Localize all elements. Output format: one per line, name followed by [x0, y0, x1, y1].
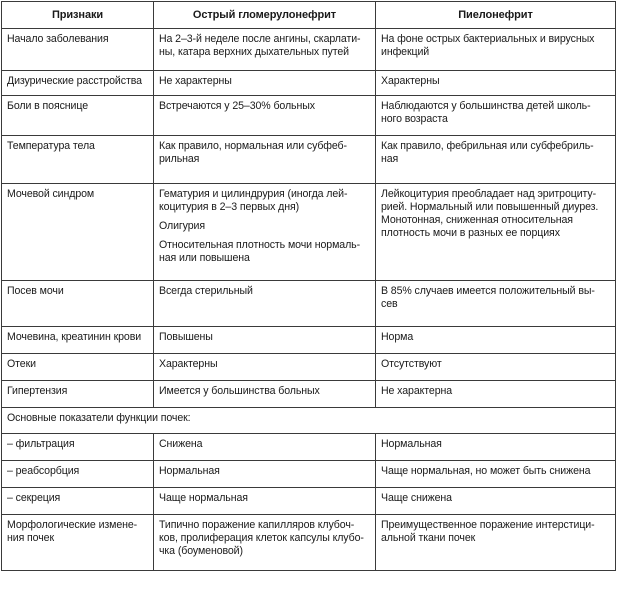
table-row: [2, 381, 616, 408]
row-label: Начало заболевания: [2, 29, 154, 71]
cell-line: Наблюдаются у большинства детей школь-: [381, 100, 591, 112]
row-label: Температура тела: [2, 136, 154, 184]
pyelonephritis-cell: [376, 29, 616, 71]
row-label: Мочевина, креатинин крови: [2, 327, 154, 354]
pyelonephritis-cell: Отсутствуют: [376, 354, 616, 381]
pyelonephritis-cell: Чаще снижена: [376, 488, 616, 515]
table-row: [2, 488, 616, 515]
pyelonephritis-cell: [376, 136, 616, 184]
section-row: [2, 408, 616, 434]
cell-line: Преимущественное поражение интерстици-: [381, 519, 595, 531]
pyelonephritis-cell: Чаще нормальная, но может быть снижена: [376, 461, 616, 488]
section-title: Основные показатели функции почек:: [2, 408, 616, 434]
table-row: [2, 515, 616, 571]
cell-line: сев: [381, 298, 398, 310]
cell-line: рией. Нормальный или повышенный диурез.: [381, 201, 599, 213]
cell-line: Как правило, нормальная или субфеб-: [159, 140, 347, 152]
cell-line: Монотонная, сниженная относительная: [381, 214, 573, 226]
cell-line: плотность мочи в разных ее порциях: [381, 227, 560, 239]
row-label: – реабсорбция: [2, 461, 154, 488]
table-row: [2, 136, 616, 184]
row-label: – фильтрация: [2, 434, 154, 461]
table-row: [2, 29, 616, 71]
glomerulonephritis-cell: Повышены: [154, 327, 376, 354]
cell-line: ная или повышена: [159, 252, 250, 264]
pyelonephritis-cell: Нормальная: [376, 434, 616, 461]
cell-line: рильная: [159, 153, 200, 165]
glomerulonephritis-cell: Чаще нормальная: [154, 488, 376, 515]
cell-line: Типично поражение капилляров клубоч-: [159, 519, 355, 531]
row-label: Дизурические расстройства: [2, 71, 154, 96]
glomerulonephritis-cell: [154, 29, 376, 71]
pyelonephritis-cell: Характерны: [376, 71, 616, 96]
glomerulonephritis-cell: [154, 515, 376, 571]
cell-line: Как правило, фебрильная или субфебриль-: [381, 140, 594, 152]
cell-line: ния почек: [7, 532, 54, 544]
pyelonephritis-cell: [376, 184, 616, 281]
glomerulonephritis-cell: Не характерны: [154, 71, 376, 96]
glomerulonephritis-cell: Характерны: [154, 354, 376, 381]
cell-line: Гематурия и цилиндрурия (иногда лей-: [159, 188, 348, 200]
glomerulonephritis-cell: Нормальная: [154, 461, 376, 488]
cell-line: Морфологические измене-: [7, 519, 138, 531]
cell-line: альной ткани почек: [381, 532, 476, 544]
table-header-row: [2, 2, 616, 29]
pyelonephritis-cell: [376, 281, 616, 327]
row-label: Отеки: [2, 354, 154, 381]
row-label: Боли в пояснице: [2, 96, 154, 136]
pyelonephritis-cell: [376, 96, 616, 136]
cell-line: На 2–3-й неделе после ангины, скарлати-: [159, 33, 361, 45]
pyelonephritis-cell: [376, 515, 616, 571]
cell-line: инфекций: [381, 46, 430, 58]
glomerulonephritis-cell: Встречаются у 25–30% больных: [154, 96, 376, 136]
header-pyelonephritis: Пиелонефрит: [376, 2, 616, 29]
table-row: [2, 96, 616, 136]
glomerulonephritis-cell: [154, 184, 376, 281]
cell-line: Олигурия: [159, 220, 206, 232]
table-row: [2, 354, 616, 381]
glomerulonephritis-cell: Имеется у большинства больных: [154, 381, 376, 408]
row-label: Гипертензия: [2, 381, 154, 408]
table-row: [2, 434, 616, 461]
row-label: Мочевой синдром: [2, 184, 154, 281]
row-label: [2, 515, 154, 571]
glomerulonephritis-cell: Снижена: [154, 434, 376, 461]
cell-line: На фоне острых бактериальных и вирусных: [381, 33, 595, 45]
table-row: [2, 327, 616, 354]
cell-line: В 85% случаев имеется положительный вы-: [381, 285, 595, 297]
row-label: – секреция: [2, 488, 154, 515]
cell-line: коцитурия в 2–3 первых дня): [159, 201, 300, 213]
table-row: [2, 184, 616, 281]
table-row: [2, 281, 616, 327]
header-signs: Признаки: [2, 2, 154, 29]
glomerulonephritis-cell: Всегда стерильный: [154, 281, 376, 327]
cell-line: ная: [381, 153, 399, 165]
cell-line: Лейкоцитурия преобладает над эритроциту-: [381, 188, 597, 200]
glomerulonephritis-cell: [154, 136, 376, 184]
row-label: Посев мочи: [2, 281, 154, 327]
pyelonephritis-cell: Норма: [376, 327, 616, 354]
cell-line: чка (боуменовой): [159, 545, 243, 557]
cell-line: ного возраста: [381, 113, 448, 125]
table-row: [2, 461, 616, 488]
header-glomerulonephritis: Острый гломерулонефрит: [154, 2, 376, 29]
cell-line: ков, пролиферация клеток капсулы клубо-: [159, 532, 364, 544]
comparison-table: [1, 1, 616, 571]
cell-line: Относительная плотность мочи нормаль-: [159, 239, 361, 251]
pyelonephritis-cell: Не характерна: [376, 381, 616, 408]
table-row: [2, 71, 616, 96]
cell-line: ны, катара верхних дыхательных путей: [159, 46, 349, 58]
